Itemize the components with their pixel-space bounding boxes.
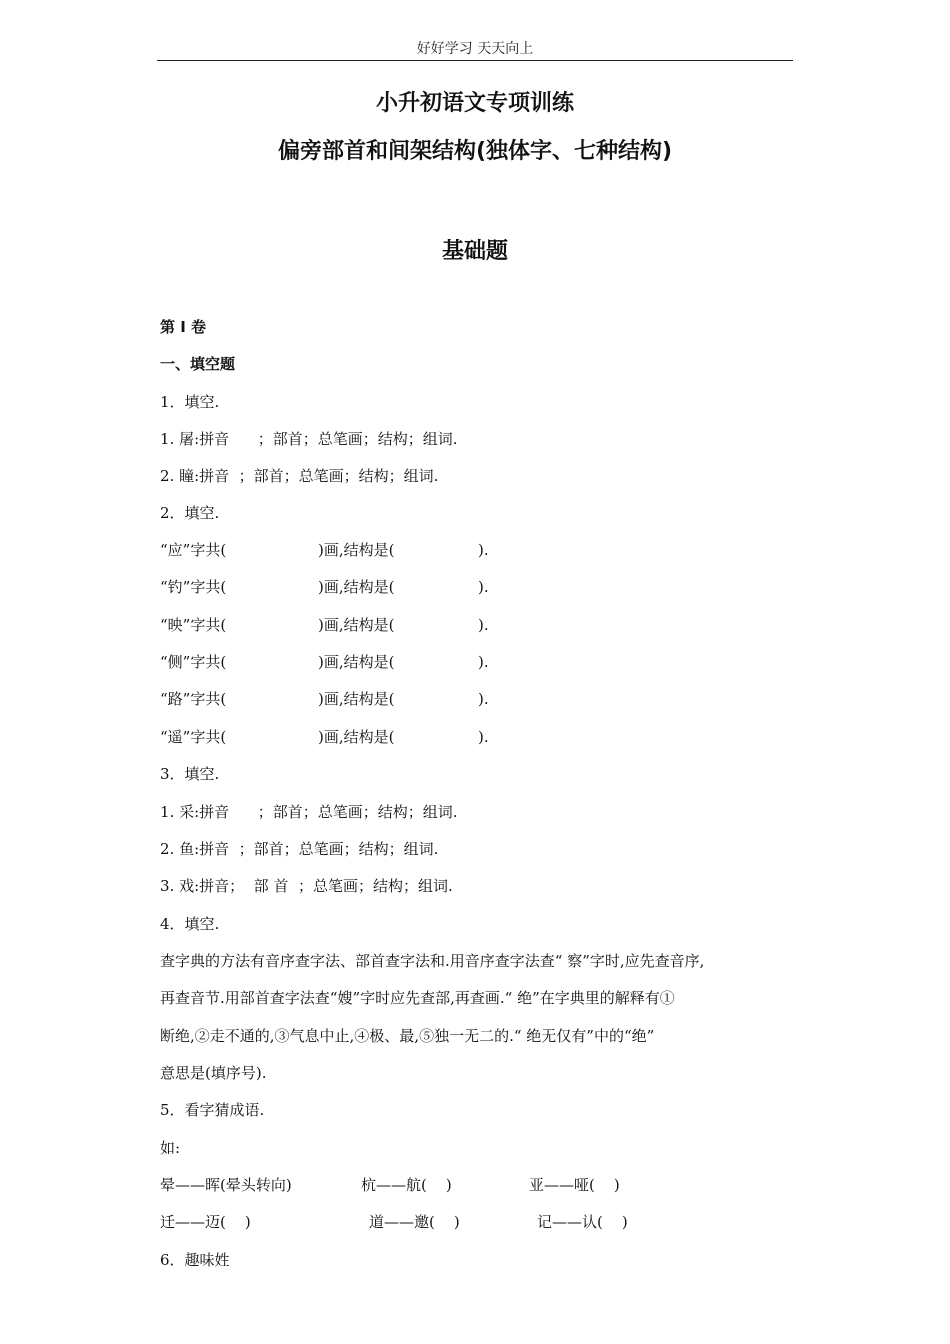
q3-item: 1. 采:拼音 ；部首；总笔画；结构；组词. [160, 803, 458, 821]
q5-pair: 道——邀( ) [369, 1213, 460, 1231]
q2-end: ). [478, 578, 489, 596]
q2-char: “侧”字共( [160, 653, 227, 671]
q2-mid: )画,结构是( [318, 541, 395, 559]
q2-end: ). [478, 541, 489, 559]
q4-text-line: 意思是(填序号). [160, 1064, 267, 1082]
q2-mid: )画,结构是( [318, 616, 395, 634]
q3-item: 2. 鱼:拼音 ；部首；总笔画；结构；组词. [160, 840, 439, 858]
q6-label: 6．趣味姓 [160, 1251, 230, 1269]
q5-label: 5．看字猜成语. [160, 1101, 265, 1119]
main-title: 小升初语文专项训练 [375, 91, 574, 116]
q4-label: 4．填空. [160, 915, 220, 933]
q3-label: 3．填空. [160, 765, 220, 783]
sub-title: 偏旁部首和间架结构(独体字、七种结构) [277, 139, 673, 164]
header-divider [157, 60, 793, 61]
page-header: 好好学习 天天向上 [416, 41, 534, 57]
q2-end: ). [478, 690, 489, 708]
q5-example-label: 如: [160, 1139, 181, 1157]
q2-mid: )画,结构是( [318, 578, 395, 596]
q1-item: 2. 瞳:拼音 ；部首；总笔画；结构；组词. [160, 467, 439, 485]
q2-char: “映”字共( [160, 616, 227, 634]
q2-end: ). [478, 616, 489, 634]
q2-char: “应”字共( [160, 541, 227, 559]
volume-label: 第 I 卷 [160, 318, 207, 336]
q5-pair: 迁——迈( ) [160, 1213, 251, 1231]
q2-end: ). [478, 728, 489, 746]
q4-text-line: 查字典的方法有音序查字法、部首查字法和.用音序查字法查“ 察”字时,应先查音序, [160, 952, 705, 970]
q5-pair: 杭——航( ) [361, 1176, 452, 1194]
q2-mid: )画,结构是( [318, 728, 395, 746]
q2-char: “路”字共( [160, 690, 227, 708]
q4-text-line: 断绝,②走不通的,③气息中止,④极、最,⑤独一无二的.“ 绝无仅有”中的“绝” [160, 1027, 655, 1045]
q5-pair: 亚——哑( ) [529, 1176, 620, 1194]
q5-pair: 记——认( ) [537, 1213, 628, 1231]
q1-label: 1．填空. [160, 393, 220, 411]
q4-text-line: 再查音节.用部首查字法查“嫂”字时应先查部,再查画.“ 绝”在字典里的解释有① [160, 989, 675, 1007]
q2-end: ). [478, 653, 489, 671]
q1-item: 1. 屠:拼音 ；部首；总笔画；结构；组词. [160, 430, 458, 448]
q3-item: 3. 戏:拼音； 部 首 ；总笔画；结构；组词. [160, 877, 453, 895]
q2-char: “遥”字共( [160, 728, 227, 746]
q2-mid: )画,结构是( [318, 653, 395, 671]
q5-pair: 晕——晖(晕头转向) [160, 1176, 292, 1194]
q2-char: “钓”字共( [160, 578, 227, 596]
part-heading: 一、填空题 [160, 355, 236, 373]
q2-mid: )画,结构是( [318, 690, 395, 708]
section-title: 基础题 [441, 239, 508, 264]
q2-label: 2．填空. [160, 504, 220, 522]
